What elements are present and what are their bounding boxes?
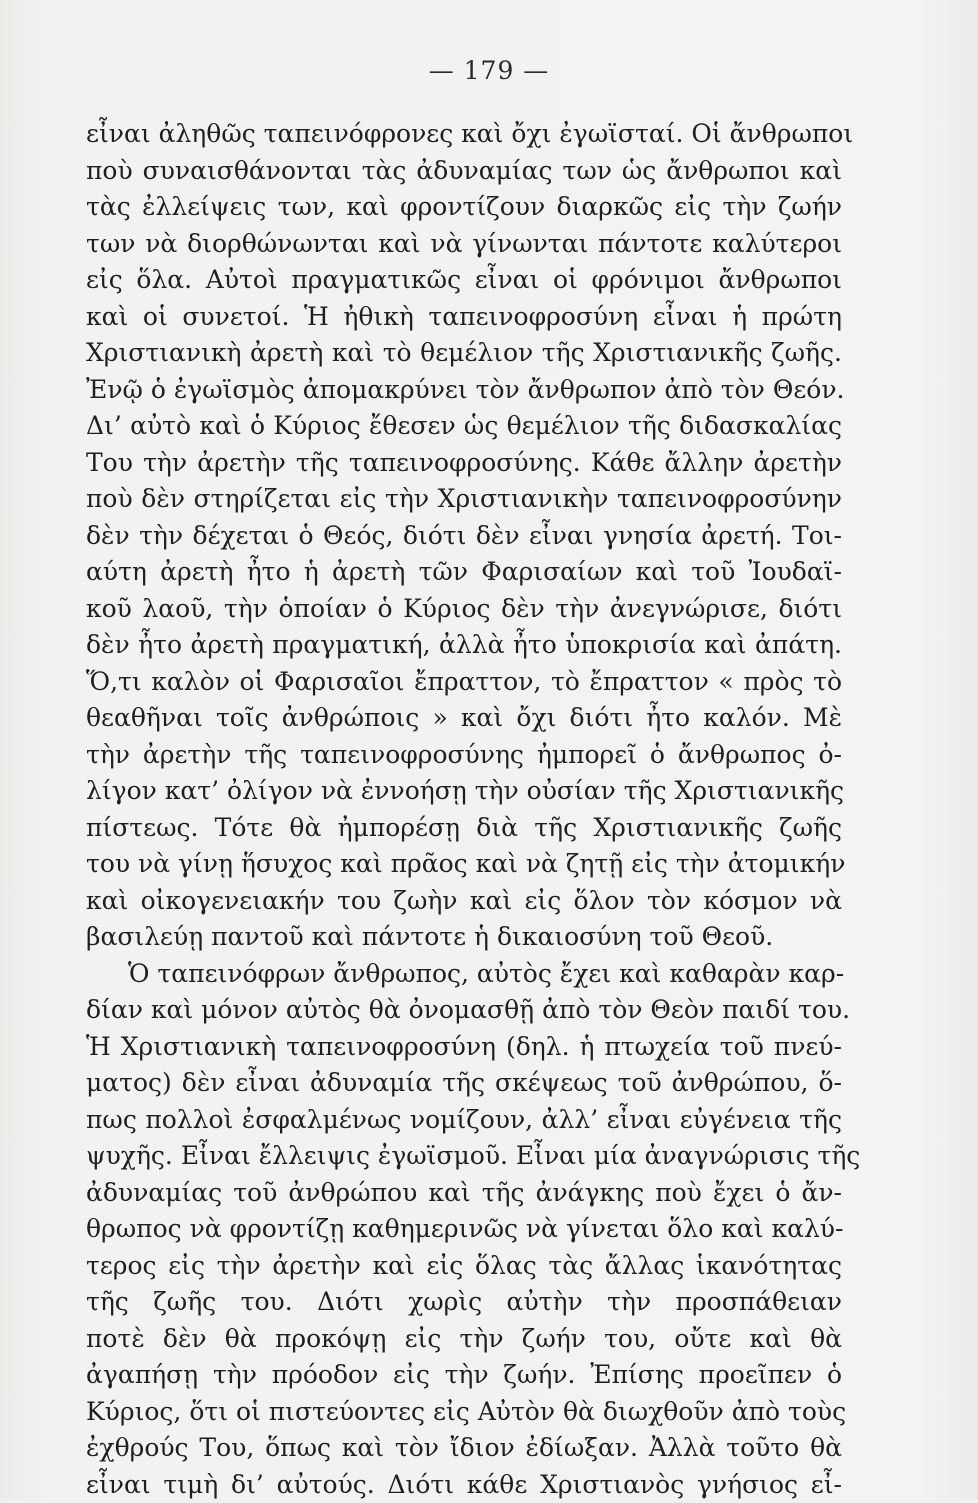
text-line: ἀδυναμίας τοῦ ἀνθρώπου καὶ τῆς ἀνάγκης ποὺ ἔχει ὁ ἄν- [86, 1175, 842, 1212]
body-text [86, 116, 842, 1503]
text-line: ποὺ συναισθάνονται τὰς ἀδυναμίας των ὡς ἄνθρωποι καὶ [86, 153, 842, 190]
text-line: Ἐνῷ ὁ ἐγωϊσμὸς ἀπομακρύνει τὸν ἄνθρωπον ἀπὸ τὸν Θεόν. [86, 372, 842, 409]
text-line: των νὰ διορθώνωνται καὶ νὰ γίνωνται πάντοτε καλύτεροι [86, 226, 842, 263]
text-line: δὲν ἦτο ἀρετὴ πραγματική, ἀλλὰ ἦτο ὑποκρισία καὶ ἀπάτη. [86, 627, 842, 664]
text-line: τὴν ἀρετὴν τῆς ταπεινοφροσύνης ἠμπορεῖ ὁ ἄνθρωπος ὀ- [86, 737, 842, 774]
text-line: κοῦ λαοῦ, τὴν ὁποίαν ὁ Κύριος δὲν τὴν ἀνεγνώρισε, διότι [86, 591, 842, 628]
text-line: αύτη ἀρετὴ ἦτο ἡ ἀρετὴ τῶν Φαρισαίων καὶ τοῦ Ἰουδαϊ- [86, 554, 842, 591]
text-line: δὲν τὴν δέχεται ὁ Θεός, διότι δὲν εἶναι γνησία ἀρετή. Τοι- [86, 518, 842, 555]
text-line: Κύριος, ὅτι οἱ πιστεύοντες εἰς Αὐτὸν θὰ διωχθοῦν ἀπὸ τοὺς [86, 1394, 842, 1431]
text-line: δίαν καὶ μόνον αὐτὸς θὰ ὀνομασθῇ ἀπὸ τὸν Θεὸν παιδί του. [86, 992, 842, 1029]
text-line: του νὰ γίνῃ ἥσυχος καὶ πρᾶος καὶ νὰ ζητῇ εἰς τὴν ἀτομικήν [86, 846, 842, 883]
text-line: τὰς ἐλλείψεις των, καὶ φροντίζουν διαρκῶς εἰς τὴν ζωήν [86, 189, 842, 226]
text-line: Χριστιανικὴ ἀρετὴ καὶ τὸ θεμέλιον τῆς Χριστιανικῆς ζωῆς. [86, 335, 842, 372]
text-line: Του τὴν ἀρετὴν τῆς ταπεινοφροσύνης. Κάθε ἄλλην ἀρετὴν [86, 445, 842, 482]
text-line: ψυχῆς. Εἶναι ἔλλειψις ἐγωϊσμοῦ. Εἶναι μία ἀναγνώρισις τῆς [86, 1138, 842, 1175]
text-line: βασιλεύῃ παντοῦ καὶ πάντοτε ἡ δικαιοσύνη τοῦ Θεοῦ. [86, 919, 842, 956]
text-line: ποτὲ δὲν θὰ προκόψῃ εἰς τὴν ζωήν του, οὔτε καὶ θὰ [86, 1321, 842, 1358]
text-line: λίγον κατ’ ὀλίγον νὰ ἐννοήσῃ τὴν οὐσίαν τῆς Χριστιανικῆς [86, 773, 842, 810]
text-line: θρωπος νὰ φροντίζῃ καθημερινῶς νὰ γίνεται ὅλο καὶ καλύ- [86, 1211, 842, 1248]
text-line: πίστεως. Τότε θὰ ἠμπορέσῃ διὰ τῆς Χριστιανικῆς ζωῆς [86, 810, 842, 847]
text-line: Ὁ ταπεινόφρων ἄνθρωπος, αὐτὸς ἔχει καὶ καθαρὰν καρ- [86, 956, 842, 993]
text-line: τερος εἰς τὴν ἀρετὴν καὶ εἰς ὅλας τὰς ἄλλας ἱκανότητας [86, 1248, 842, 1285]
text-line: τῆς ζωῆς του. Διότι χωρὶς αὐτὴν τὴν προσπάθειαν [86, 1284, 842, 1321]
text-line: πως πολλοὶ ἐσφαλμένως νομίζουν, ἀλλ’ εἶναι εὐγένεια τῆς [86, 1102, 842, 1139]
text-line: ματος) δὲν εἶναι ἀδυναμία τῆς σκέψεως τοῦ ἀνθρώπου, ὅ- [86, 1065, 842, 1102]
page-number: — 179 — [0, 56, 978, 85]
text-line: θεαθῆναι τοῖς ἀνθρώποις » καὶ ὄχι διότι ἦτο καλόν. Μὲ [86, 700, 842, 737]
text-line: εἶναι ἀληθῶς ταπεινόφρονες καὶ ὄχι ἐγωϊσταί. Οἱ ἄνθρωποι [86, 116, 842, 153]
text-line: Ὅ,τι καλὸν οἱ Φαρισαῖοι ἔπραττον, τὸ ἔπραττον « πρὸς τὸ [86, 664, 842, 701]
text-line: εἶναι τιμὴ δι’ αὐτούς. Διότι κάθε Χριστιανὸς γνήσιος εἶ- [86, 1467, 842, 1503]
text-line: ἐχθρούς Του, ὅπως καὶ τὸν ἴδιον ἐδίωξαν. Ἀλλὰ τοῦτο θὰ [86, 1430, 842, 1467]
text-line: καὶ οἰκογενειακήν του ζωὴν καὶ εἰς ὅλον τὸν κόσμον νὰ [86, 883, 842, 920]
text-line: ἀγαπήσῃ τὴν πρόοδον εἰς τὴν ζωήν. Ἐπίσης προεῖπεν ὁ [86, 1357, 842, 1394]
text-line: Ἡ Χριστιανικὴ ταπεινοφροσύνη (δηλ. ἡ πτωχεία τοῦ πνεύ- [86, 1029, 842, 1066]
text-line: εἰς ὅλα. Αὐτοὶ πραγματικῶς εἶναι οἱ φρόνιμοι ἄνθρωποι [86, 262, 842, 299]
text-line: ποὺ δὲν στηρίζεται εἰς τὴν Χριστιανικὴν ταπεινοφροσύνην [86, 481, 842, 518]
text-line: Δι’ αὐτὸ καὶ ὁ Κύριος ἔθεσεν ὡς θεμέλιον τῆς διδασκαλίας [86, 408, 842, 445]
text-line: καὶ οἱ συνετοί. Ἡ ἠθικὴ ταπεινοφροσύνη εἶναι ἡ πρώτη [86, 299, 842, 336]
